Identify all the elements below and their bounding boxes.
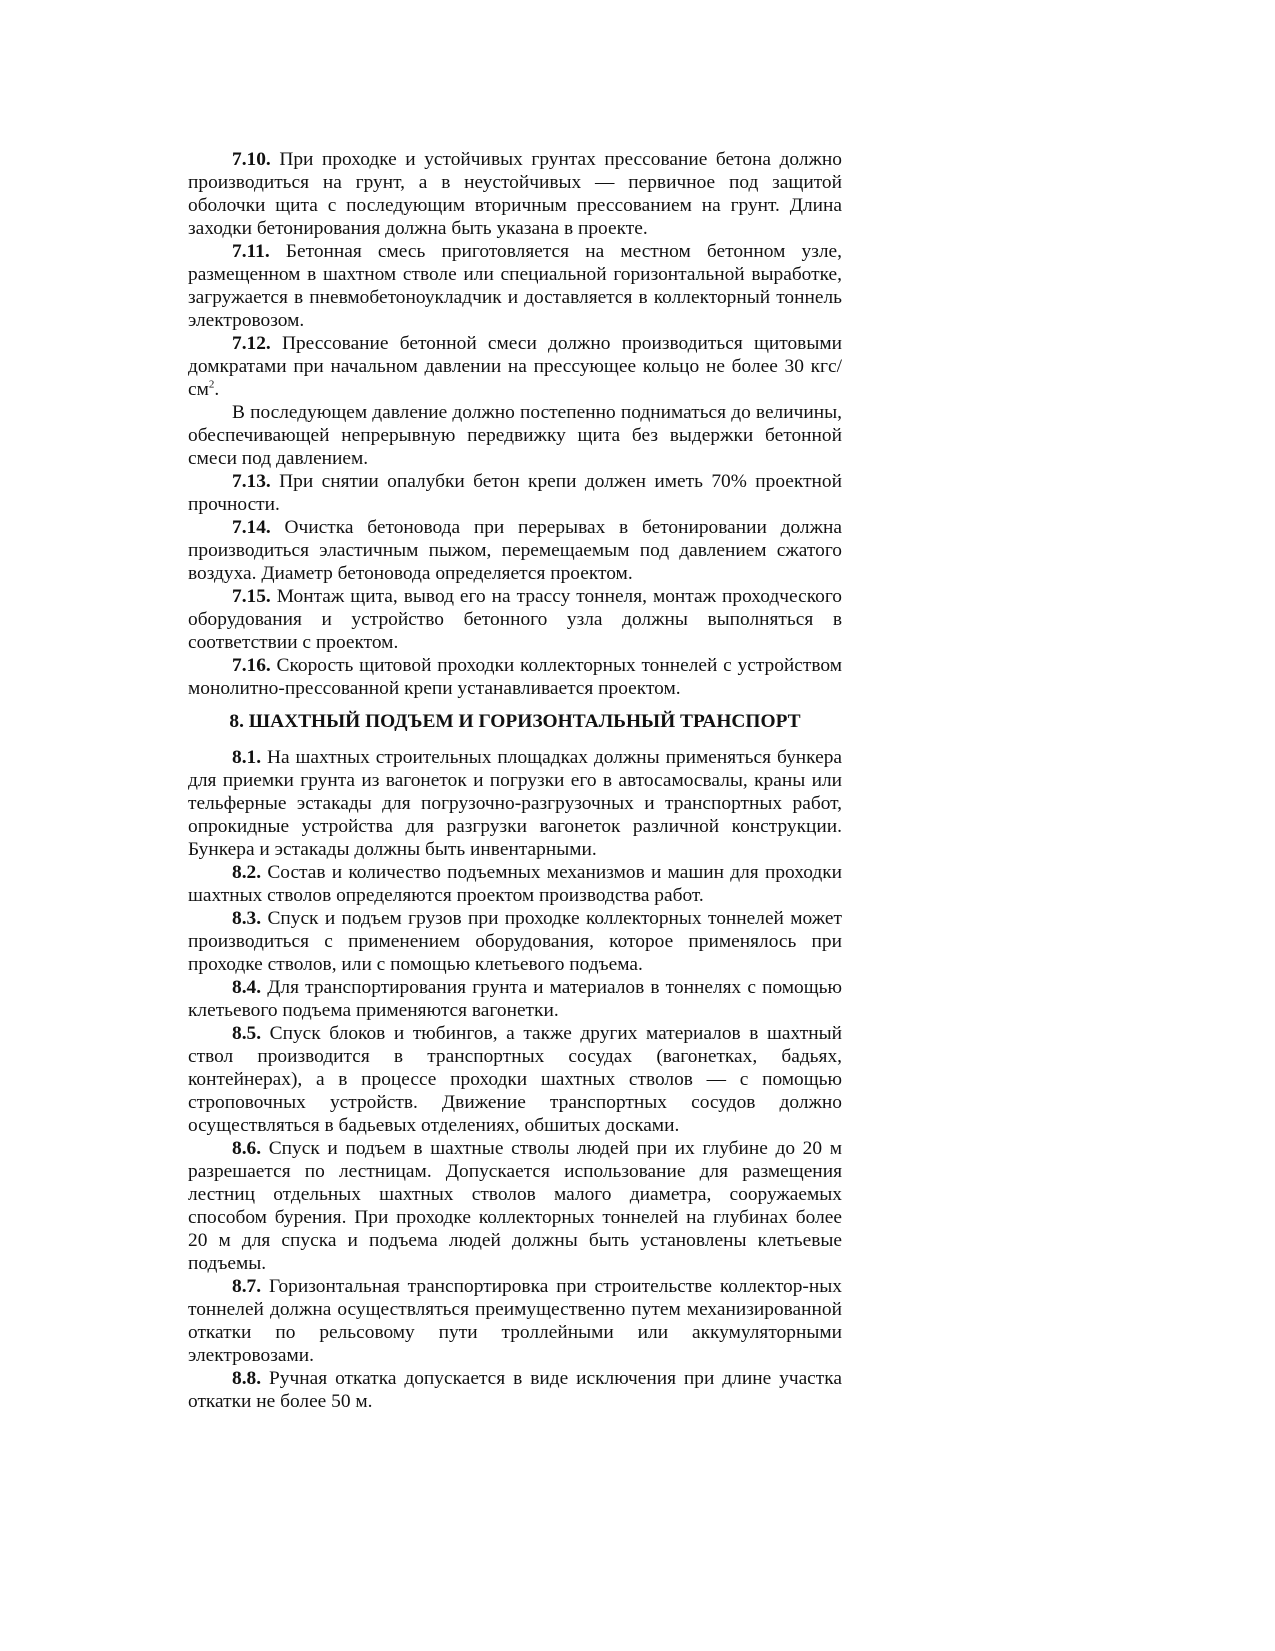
clause-number: 7.12. [232,333,271,354]
clause-text: Прессование бетонной смеси должно производиться щитовыми домкратами при начальном давлении на прессующее кольцо не более 30 кгс/см [188,333,842,400]
paragraph-8-1 [188,746,842,861]
clause-number: 8.8. [232,1368,262,1389]
paragraph-7-12-continued [188,401,842,470]
clause-text: На шахтных строительных площадках должны применяться бункера для приемки грунта из вагонеток и погрузки его в автосамосвалы, краны или тельферные эстакады для погрузочно-разгрузочных и транспортных работ, опрокидные устройства для разгрузки вагонеток различной конструкции. Бункера и эстакады должны быть инвентарными. [188,747,842,860]
clause-number: 8.5. [232,1023,262,1044]
clause-number: 8.6. [232,1138,262,1159]
paragraph-7-12 [188,332,842,401]
clause-number: 8.3. [232,908,262,929]
section-heading-8: 8. ШАХТНЫЙ ПОДЪЕМ И ГОРИЗОНТАЛЬНЫЙ ТРАНСПОРТ [229,711,801,732]
paragraph-8-2 [188,861,842,907]
clause-text: Спуск блоков и тюбингов, а также других материалов в шахтный ствол производится в транспортных сосудах (вагонетках, бадьях, контейнерах), а в процессе проходки шахтных стволов — с помощью строповочных устройств. Движение транспортных сосудов должно осуществляться в бадьевых отделениях, обшитых досками. [188,1023,842,1136]
clause-text: Спуск и подъем в шахтные стволы людей при их глубине до 20 м разрешается по лестницам. Допускается использование для размещения лестниц отдельных шахтных стволов малого диаметра, сооружаемых способом бурения. При проходке коллекторных тоннелей на глубинах более 20 м для спуска и подъема людей должны быть установлены клетьевые подъемы. [188,1138,842,1274]
paragraph-7-13 [188,470,842,516]
clause-number: 7.14. [232,517,271,538]
clause-text: Скорость щитовой проходки коллекторных тоннелей с устройством монолитно-прессованной крепи устанавливается проектом. [188,655,842,699]
clause-number: 7.15. [232,586,271,607]
clause-number: 7.13. [232,471,271,492]
clause-text: Бетонная смесь приготовляется на местном бетонном узле, размещенном в шахтном стволе или специальной горизонтальной выработке, загружается в пневмобетоноукладчик и доставляется в коллекторный тоннель электровозом. [188,241,842,331]
paragraph-8-3 [188,907,842,976]
clause-text: При проходке и устойчивых грунтах прессование бетона должно производиться на грунт, а в неустойчивых — первичное под защитой оболочки щита с последующим вторичным прессованием на грунт. Длина заходки бетонирования должна быть указана в проекте. [188,149,842,239]
clause-number: 8.2. [232,862,262,883]
clause-text: При снятии опалубки бетон крепи должен иметь 70% проектной прочности. [188,471,842,515]
clause-number: 8.1. [232,747,262,768]
clause-text: Очистка бетоновода при перерывах в бетонировании должна производиться эластичным пыжом, перемещаемым под давлением сжатого воздуха. Диаметр бетоновода определяется проектом. [188,517,842,584]
clause-text: В последующем давление должно постепенно подниматься до величины, обеспечивающей непрерывную передвижку щита без выдержки бетонной смеси под давлением. [188,402,842,469]
clause-number: 8.4. [232,977,262,998]
clause-text: Для транспортирования грунта и материалов в тоннелях с помощью клетьевого подъема применяются вагонетки. [188,977,842,1021]
clause-text-end: . [214,379,220,400]
clause-number: 8.7. [232,1276,262,1297]
clause-number: 7.10. [232,149,271,170]
paragraph-7-15 [188,585,842,654]
clause-text: Спуск и подъем грузов при проходке коллекторных тоннелей может производиться с применением оборудования, которое применялось при проходке стволов, или с помощью клетьевого подъема. [188,908,842,975]
paragraph-7-11 [188,240,842,332]
paragraph-7-16 [188,654,842,700]
clause-text: Горизонтальная транспортировка при строительстве коллектор-ных тоннелей должна осуществляться преимущественно путем механизированной откатки по рельсовому пути троллейными или аккумуляторными электровозами. [188,1276,842,1366]
clause-text: Состав и количество подъемных механизмов и машин для проходки шахтных стволов определяются проектом производства работ. [188,862,842,906]
paragraph-7-10 [188,148,842,240]
superscript: 2 [208,378,215,391]
paragraph-8-6 [188,1137,842,1275]
clause-number: 7.11. [232,241,270,262]
clause-text: Ручная откатка допускается в виде исключения при длине участка откатки не более 50 м. [188,1368,842,1412]
paragraph-8-7 [188,1275,842,1367]
paragraph-8-4 [188,976,842,1022]
document-page [188,148,842,1413]
clause-text: Монтаж щита, вывод его на трассу тоннеля, монтаж проходческого оборудования и устройство бетонного узла должны выполняться в соответствии с проектом. [188,586,842,653]
clause-number: 7.16. [232,655,271,676]
paragraph-8-8 [188,1367,842,1413]
paragraph-8-5 [188,1022,842,1137]
paragraph-7-14 [188,516,842,585]
